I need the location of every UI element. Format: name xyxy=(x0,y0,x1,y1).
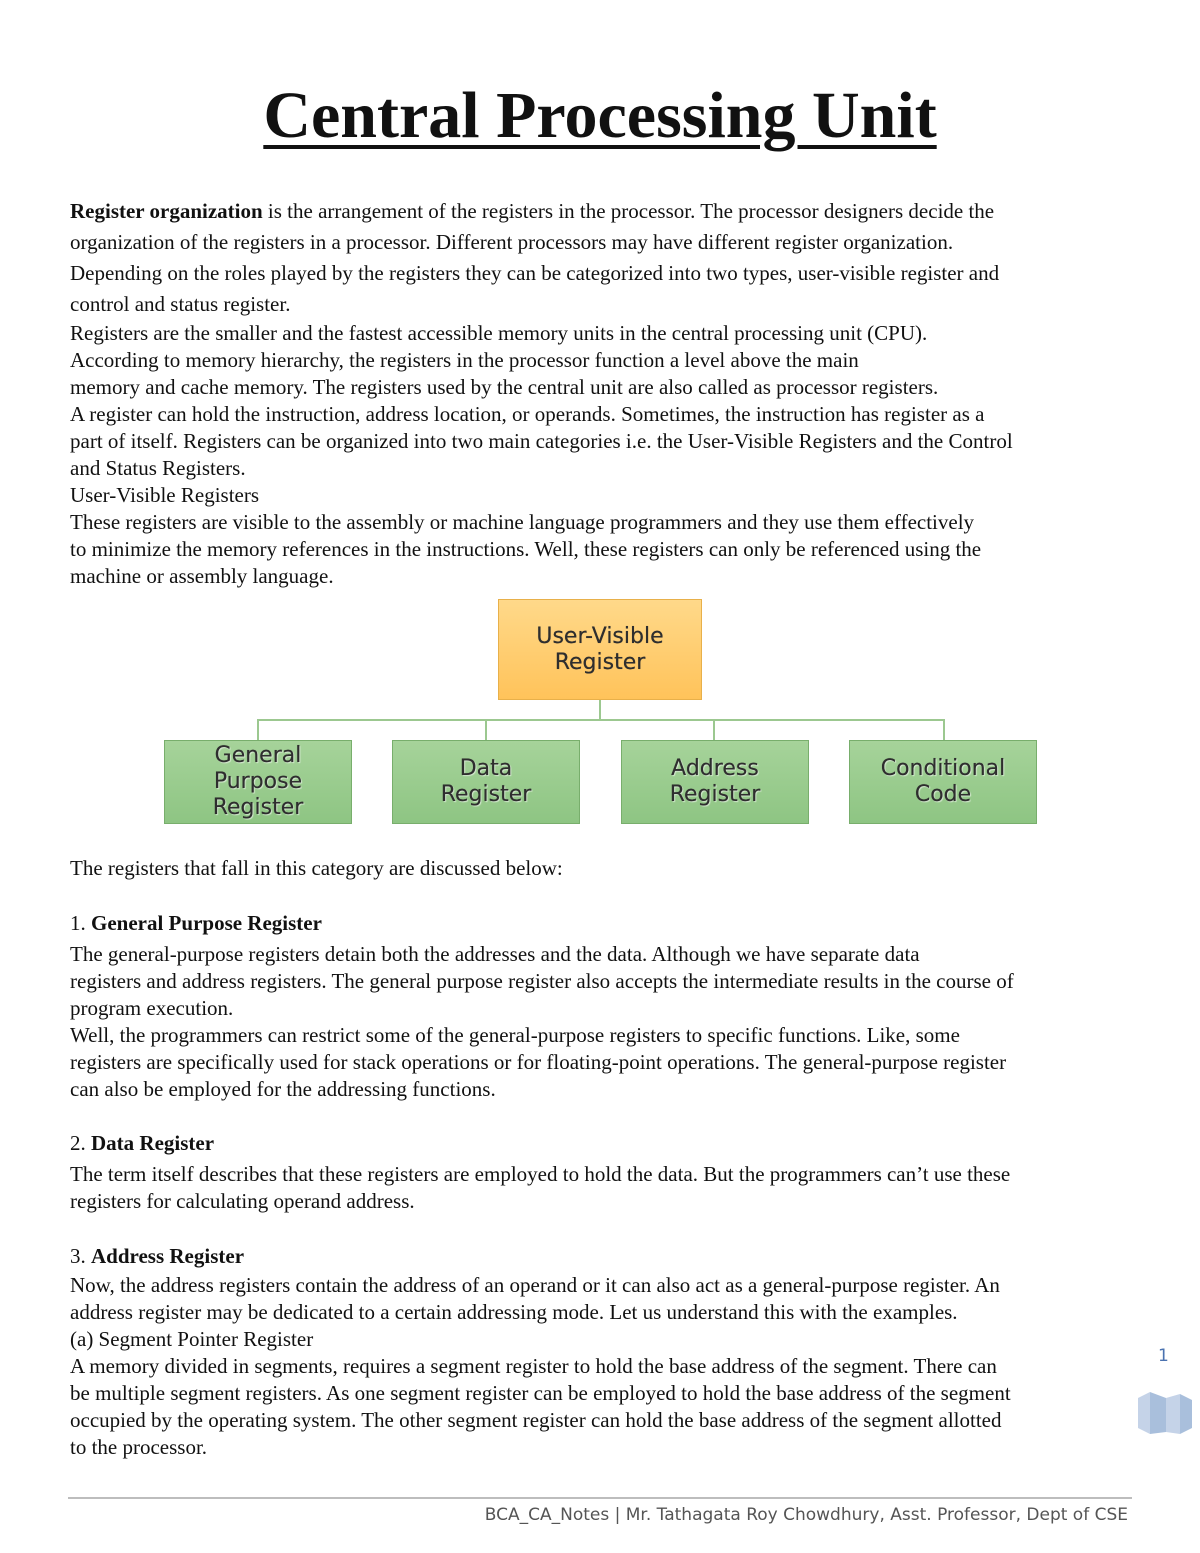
text-line: A memory divided in segments, requires a segment register to hold the base address of the segment. There can xyxy=(70,1354,997,1378)
text-line: User-Visible Registers xyxy=(70,483,260,507)
text-line: Now, the address registers contain the address of an operand or it can also act as a general-purpose register. An xyxy=(70,1273,1000,1297)
text-line: to minimize the memory references in the instructions. Well, these registers can only be referenced using the xyxy=(70,537,982,561)
box-label: Address xyxy=(671,756,759,781)
page-footer: BCA_CA_Notes | Mr. Tathagata Roy Chowdhury, Asst. Professor, Dept of CSE xyxy=(484,1505,1128,1525)
text-line: A register can hold the instruction, address location, or operands. Sometimes, the instruction has register as a xyxy=(70,402,985,426)
connector-drop xyxy=(943,719,945,740)
text-line: Well, the programmers can restrict some of the general-purpose registers to specific functions. Like, some xyxy=(70,1023,960,1047)
connector-drop xyxy=(257,719,259,740)
box-label: Data xyxy=(459,756,513,781)
data-register-box xyxy=(392,740,580,824)
text-line: and Status Registers. xyxy=(70,456,246,480)
box-label: User-Visible xyxy=(536,623,664,649)
section-data-register xyxy=(70,1130,1140,1215)
conditional-code-box xyxy=(849,740,1037,824)
box-label: Purpose xyxy=(213,769,303,794)
text-line: The general-purpose registers detain both the addresses and the data. Although we have separate data xyxy=(70,942,920,966)
box-label: Register xyxy=(212,795,304,820)
box-label: General xyxy=(214,743,302,768)
intro-line: control and status register. xyxy=(70,292,291,316)
lead-in-text: The registers that fall in this category are discussed below: xyxy=(70,856,563,880)
box-label: Code xyxy=(914,782,972,807)
page-corner-icon xyxy=(1136,1388,1194,1440)
connector-bar xyxy=(257,719,945,721)
section-heading: Data Register xyxy=(91,1131,215,1155)
section-number: 2. xyxy=(70,1131,91,1155)
intro-line: Depending on the roles played by the registers they can be categorized into two types, user-visible register and xyxy=(70,261,1000,285)
intro-paragraph xyxy=(70,196,1140,320)
text-line: registers for calculating operand address. xyxy=(70,1189,415,1213)
text-line: can also be employed for the addressing functions. xyxy=(70,1077,496,1101)
box-label: Conditional xyxy=(880,756,1006,781)
box-label: Register xyxy=(440,782,532,807)
text-line: address register may be dedicated to a certain addressing mode. Let us understand this with the examples. xyxy=(70,1300,958,1324)
text-line: Registers are the smaller and the fastest accessible memory units in the central processing unit (CPU). xyxy=(70,321,928,345)
connector-drop xyxy=(485,719,487,740)
text-line: These registers are visible to the assembly or machine language programmers and they use them effectively xyxy=(70,510,975,534)
page-number: 1 xyxy=(1158,1346,1169,1366)
text-line: part of itself. Registers can be organized into two main categories i.e. the User-Visible Registers and the Control xyxy=(70,429,1013,453)
intro-bold-term: Register organization xyxy=(70,199,263,223)
user-visible-register-box xyxy=(498,599,702,700)
text-line: be multiple segment registers. As one segment register can be employed to hold the base address of the segment xyxy=(70,1381,1011,1405)
section-number: 3. xyxy=(70,1244,91,1268)
intro-line: is the arrangement of the registers in the processor. The processor designers decide the xyxy=(262,199,995,223)
section-number: 1. xyxy=(70,911,91,935)
section-address-register xyxy=(70,1243,1140,1461)
intro-line: organization of the registers in a processor. Different processors may have different register organization. xyxy=(70,230,954,254)
registers-paragraph xyxy=(70,320,1140,590)
page-title: Central Processing Unit xyxy=(263,79,937,152)
text-line: machine or assembly language. xyxy=(70,564,334,588)
text-line: program execution. xyxy=(70,996,234,1020)
address-register-box xyxy=(621,740,809,824)
text-line: memory and cache memory. The registers used by the central unit are also called as processor registers. xyxy=(70,375,939,399)
general-purpose-register-box xyxy=(164,740,352,824)
connector-stem xyxy=(599,700,601,720)
box-label: Register xyxy=(554,649,646,675)
text-line: registers and address registers. The general purpose register also accepts the intermediate results in the course of xyxy=(70,969,1014,993)
section-heading: Address Register xyxy=(91,1244,245,1268)
box-label: Register xyxy=(669,782,761,807)
text-line: The term itself describes that these registers are employed to hold the data. But the programmers can’t use these xyxy=(70,1162,1011,1186)
text-line: occupied by the operating system. The other segment register can hold the base address of the segment allotted xyxy=(70,1408,1002,1432)
footer-divider xyxy=(68,1497,1132,1499)
text-line: According to memory hierarchy, the registers in the processor function a level above the main xyxy=(70,348,859,372)
text-line: (a) Segment Pointer Register xyxy=(70,1327,314,1351)
connector-drop xyxy=(713,719,715,740)
text-line: registers are specifically used for stack operations or for floating-point operations. The general-purpose register xyxy=(70,1050,1007,1074)
text-line: to the processor. xyxy=(70,1435,208,1459)
section-heading: General Purpose Register xyxy=(91,911,322,935)
section-general-purpose xyxy=(70,910,1140,1103)
